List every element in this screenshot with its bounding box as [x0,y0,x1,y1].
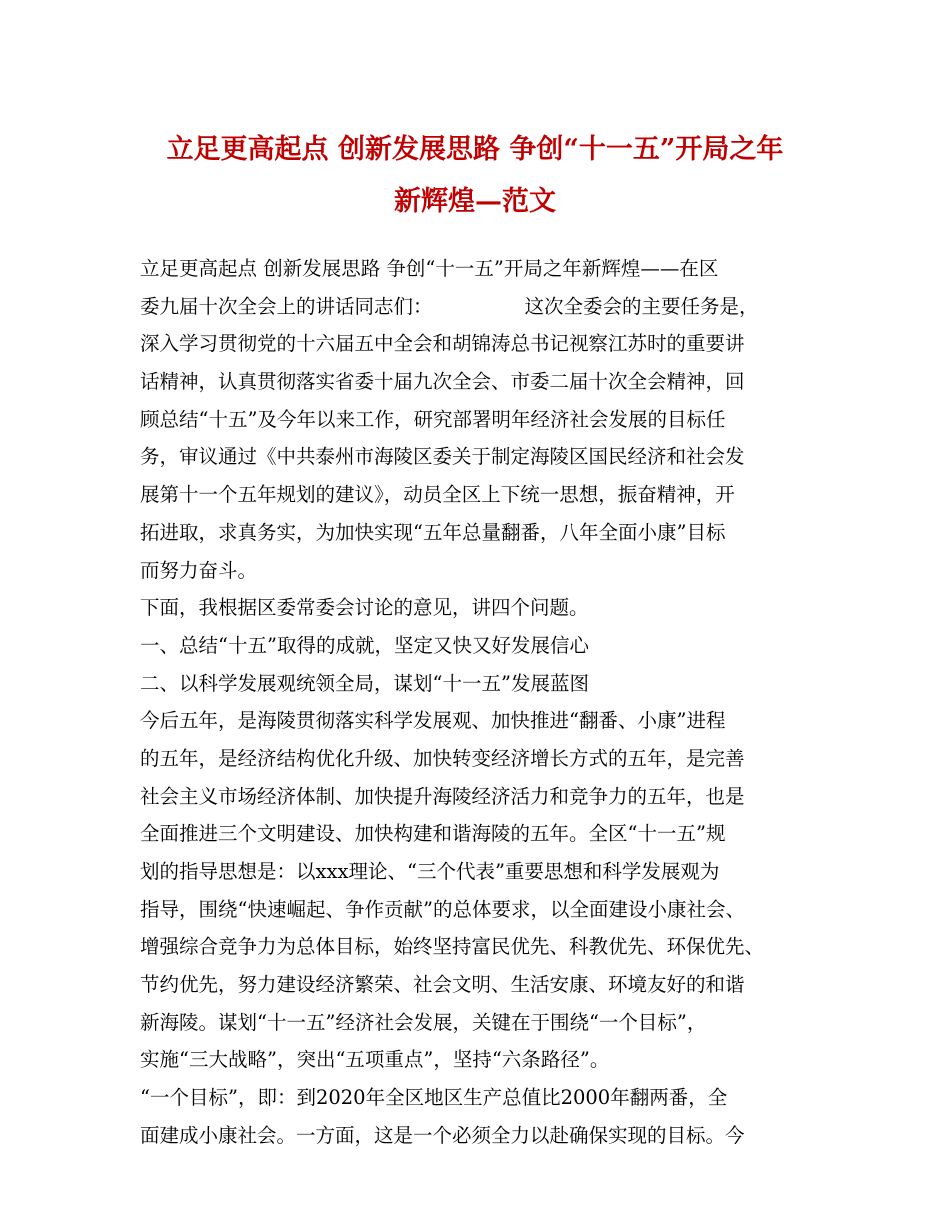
section-heading-1: 一、总结“十五”取得的成就，坚定又快又好发展信心 [140,633,589,657]
body-line: 深入学习贯彻党的十六届五中全会和胡锦涛总书记视察江苏时的重要讲 [140,332,745,356]
body-line: 拓进取，求真务实，为加快实现“五年总量翻番，八年全面小康”目标 [140,520,726,544]
body-line-part: 这次全委会的主要任务是， [524,294,759,318]
body-line [140,288,830,326]
body-line: 增强综合竞争力为总体目标，始终坚持富民优先、科教优先、环保优先、 [140,935,765,959]
body-line: 实施“三大战略”，突出“五项重点”，坚持“六条路径”。 [140,1048,610,1072]
body-line: 话精神，认真贯彻落实省委十届九次全会、市委二届十次全会精神，回 [140,370,745,394]
body-line: 社会主义市场经济体制、加快提升海陵经济活力和竞争力的五年，也是 [140,784,745,808]
body-line: 今后五年，是海陵贯彻落实科学发展观、加快推进“翻番、小康”进程 [140,709,726,733]
body-line: 展第十一个五年规划的建议》，动员全区上下统一思想，振奋精神，开 [140,483,735,507]
body-line: 面建成小康社会。一方面，这是一个必须全力以赴确保实现的目标。今 [140,1123,745,1147]
body-line: “一个目标”，即：到2020年全区地区生产总值比2000年翻两番，全 [140,1086,728,1110]
body-line: 划的指导思想是：以xxx理论、“三个代表”重要思想和科学发展观为 [140,860,720,883]
title-line-1: 立足更高起点 创新发展思路 争创“十一五”开局之年 [166,134,784,165]
section-heading-2: 二、以科学发展观统领全局，谋划“十一五”发展蓝图 [140,671,589,695]
body-line: 顾总结“十五”及今年以来工作，研究部署明年经济社会发展的目标任 [140,407,726,431]
body-line: 而努力奋斗。 [140,558,258,582]
body-line: 的五年，是经济结构优化升级、加快转变经济增长方式的五年，是完善 [140,746,745,770]
body-line: 立足更高起点 创新发展思路 争创“十一五”开局之年新辉煌——在区 [140,257,719,280]
title-line-2: 新辉煌—范文 [394,186,556,217]
document-title [120,124,830,228]
document-body [140,250,830,1155]
body-line: 新海陵。谋划“十一五”经济社会发展，关键在于围绕“一个目标”， [140,1010,707,1034]
body-line: 务，审议通过《中共泰州市海陵区委关于制定海陵区国民经济和社会发 [140,445,745,469]
body-line: 全面推进三个文明建设、加快构建和谐海陵的五年。全区“十一五”规 [140,822,726,846]
body-line: 下面，我根据区委常委会讨论的意见，讲四个问题。 [140,596,589,620]
body-line: 节约优先，努力建设经济繁荣、社会文明、生活安康、环境友好的和谐 [140,973,745,997]
body-line: 指导，围绕“快速崛起、争作贡献”的总体要求，以全面建设小康社会、 [140,897,745,921]
body-line-part: 委九届十次全会上的讲话同志们： [140,294,433,318]
